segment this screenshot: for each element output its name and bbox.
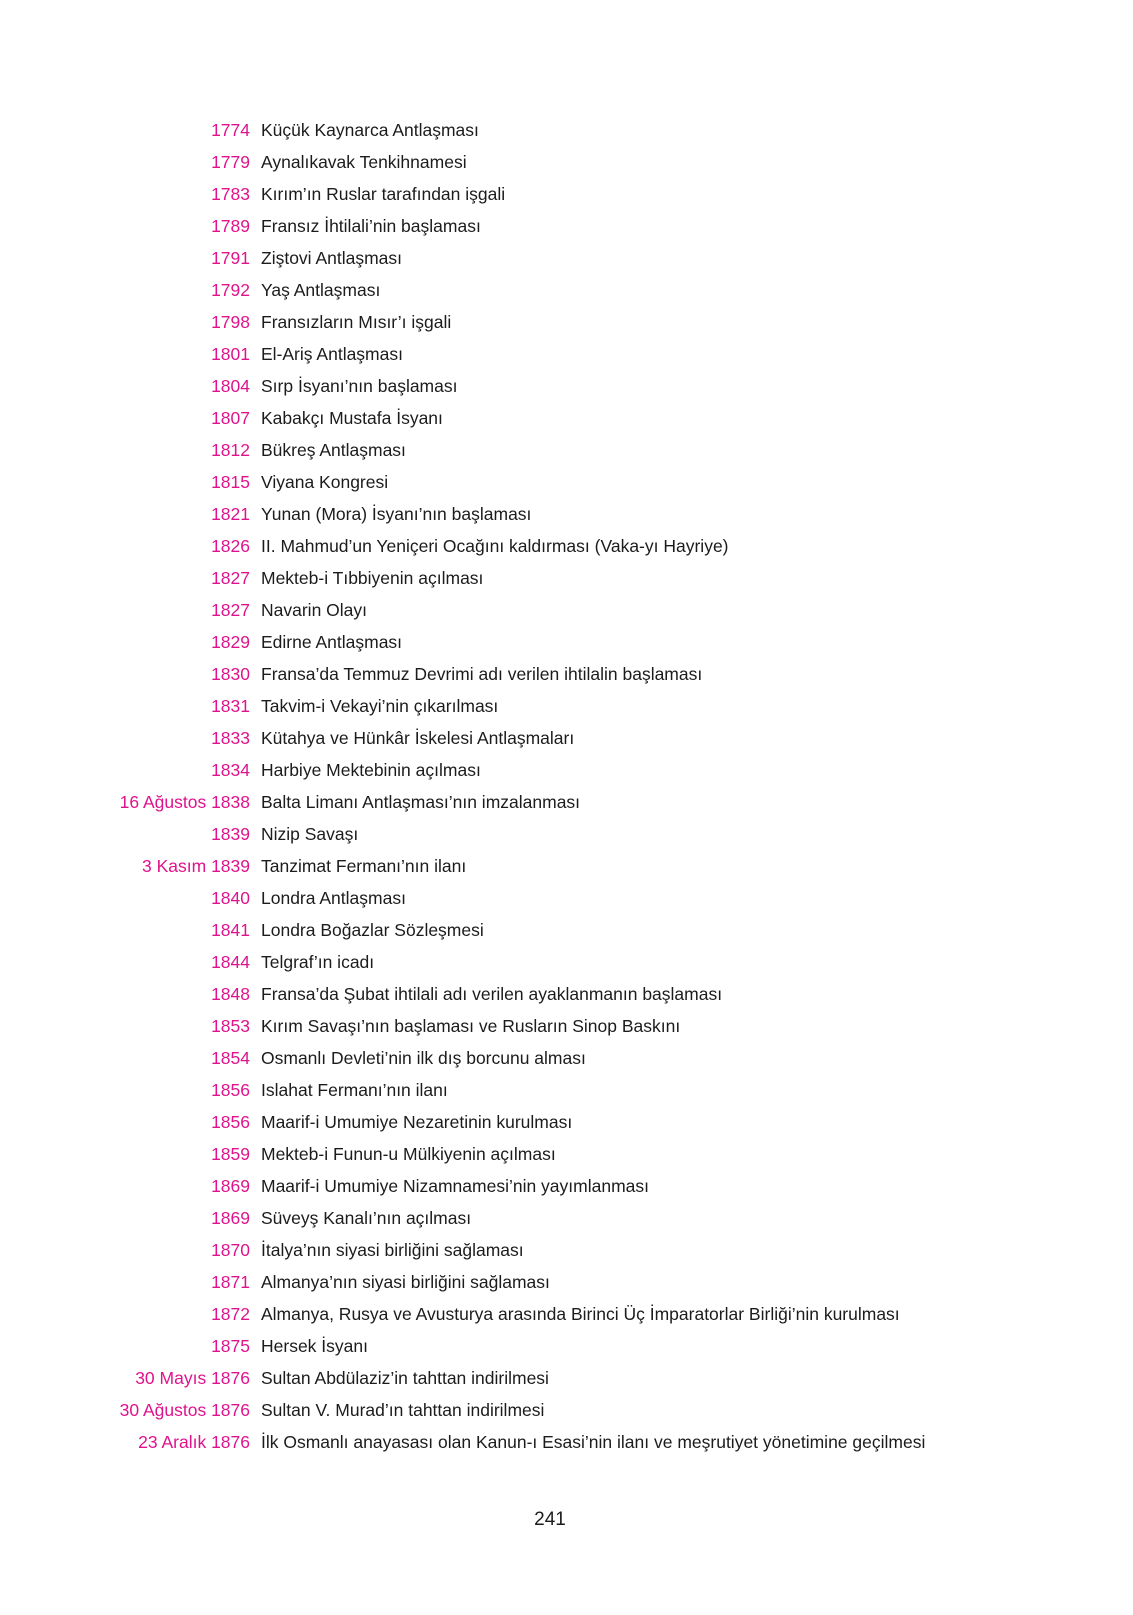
timeline-entry bbox=[0, 1202, 1133, 1234]
timeline-entry bbox=[0, 850, 1133, 882]
timeline-entry bbox=[0, 1234, 1133, 1266]
entry-date: 1789 bbox=[211, 215, 250, 236]
entry-event: İtalya’nın siyasi birliğini sağlaması bbox=[261, 1239, 524, 1260]
entry-date: 1821 bbox=[211, 503, 250, 524]
timeline-entry bbox=[0, 914, 1133, 946]
entry-date: 30 Mayıs 1876 bbox=[135, 1367, 250, 1388]
timeline-entry bbox=[0, 1330, 1133, 1362]
entry-event: Mekteb-i Funun-u Mülkiyenin açılması bbox=[261, 1143, 556, 1164]
timeline-entry bbox=[0, 658, 1133, 690]
entry-event: Mekteb-i Tıbbiyenin açılması bbox=[261, 567, 484, 588]
entry-event: Islahat Fermanı’nın ilanı bbox=[261, 1079, 448, 1100]
entry-event: Ziştovi Antlaşması bbox=[261, 247, 403, 268]
timeline-entry bbox=[0, 882, 1133, 914]
timeline-entry bbox=[0, 690, 1133, 722]
timeline-entry bbox=[0, 146, 1133, 178]
timeline-entry bbox=[0, 114, 1133, 146]
entry-date: 1791 bbox=[211, 247, 250, 268]
entry-date: 1815 bbox=[211, 471, 250, 492]
entry-event: Fransız İhtilali’nin başlaması bbox=[261, 215, 481, 236]
entry-date: 1853 bbox=[211, 1015, 250, 1036]
entry-event: Kırım Savaşı’nın başlaması ve Rusların Sinop Baskını bbox=[261, 1015, 681, 1036]
timeline-entry bbox=[0, 274, 1133, 306]
timeline-entry bbox=[0, 498, 1133, 530]
timeline-entry bbox=[0, 1010, 1133, 1042]
entry-event: Londra Boğazlar Sözleşmesi bbox=[261, 919, 484, 940]
entry-date: 1801 bbox=[211, 343, 250, 364]
entry-event: Yunan (Mora) İsyanı’nın başlaması bbox=[261, 503, 532, 524]
timeline-entry bbox=[0, 306, 1133, 338]
timeline-entry bbox=[0, 978, 1133, 1010]
entry-date: 1840 bbox=[211, 887, 250, 908]
entry-event: Fransızların Mısır’ı işgali bbox=[261, 311, 452, 332]
entry-event: Sultan V. Murad’ın tahttan indirilmesi bbox=[261, 1399, 545, 1420]
timeline-entry bbox=[0, 1170, 1133, 1202]
timeline-entry bbox=[0, 1138, 1133, 1170]
timeline-entry bbox=[0, 946, 1133, 978]
entry-event: Hersek İsyanı bbox=[261, 1335, 368, 1356]
entry-date: 1792 bbox=[211, 279, 250, 300]
entry-event: Osmanlı Devleti’nin ilk dış borcunu alması bbox=[261, 1047, 586, 1068]
entry-event: Süveyş Kanalı’nın açılması bbox=[261, 1207, 472, 1228]
entry-date: 1870 bbox=[211, 1239, 250, 1260]
entry-event: Almanya’nın siyasi birliğini sağlaması bbox=[261, 1271, 550, 1292]
timeline-entry bbox=[0, 530, 1133, 562]
entry-event: Kabakçı Mustafa İsyanı bbox=[261, 407, 443, 428]
entry-event: El-Ariş Antlaşması bbox=[261, 343, 403, 364]
entry-event: Edirne Antlaşması bbox=[261, 631, 403, 652]
entry-event: Kütahya ve Hünkâr İskelesi Antlaşmaları bbox=[261, 727, 575, 748]
timeline-entry bbox=[0, 626, 1133, 658]
timeline-entry bbox=[0, 1106, 1133, 1138]
entry-date: 1783 bbox=[211, 183, 250, 204]
entry-date: 1875 bbox=[211, 1335, 250, 1356]
entry-date: 1774 bbox=[211, 119, 250, 140]
entry-date: 1826 bbox=[211, 535, 250, 556]
entry-date: 3 Kasım 1839 bbox=[142, 855, 250, 876]
entry-date: 1827 bbox=[211, 567, 250, 588]
timeline-entry bbox=[0, 466, 1133, 498]
entry-date: 1848 bbox=[211, 983, 250, 1004]
timeline-entry bbox=[0, 754, 1133, 786]
entry-event: Harbiye Mektebinin açılması bbox=[261, 759, 481, 780]
timeline-entry bbox=[0, 178, 1133, 210]
entry-event: Navarin Olayı bbox=[261, 599, 368, 620]
entry-date: 1872 bbox=[211, 1303, 250, 1324]
entry-date: 16 Ağustos 1838 bbox=[119, 791, 250, 812]
entry-date: 1812 bbox=[211, 439, 250, 460]
entry-event: Kırım’ın Ruslar tarafından işgali bbox=[261, 183, 506, 204]
entry-date: 1869 bbox=[211, 1175, 250, 1196]
timeline-entry bbox=[0, 402, 1133, 434]
timeline-entry bbox=[0, 1298, 1133, 1330]
entry-event: Londra Antlaşması bbox=[261, 887, 406, 908]
entry-date: 1827 bbox=[211, 599, 250, 620]
timeline-entry bbox=[0, 562, 1133, 594]
entry-event: Yaş Antlaşması bbox=[261, 279, 381, 300]
timeline-entry bbox=[0, 786, 1133, 818]
entry-event: Maarif-i Umumiye Nezaretinin kurulması bbox=[261, 1111, 573, 1132]
entry-event: Maarif-i Umumiye Nizamnamesi’nin yayımlanması bbox=[261, 1175, 650, 1196]
entry-date: 30 Ağustos 1876 bbox=[119, 1399, 250, 1420]
entry-date: 1859 bbox=[211, 1143, 250, 1164]
entry-date: 1871 bbox=[211, 1271, 250, 1292]
entry-event: İlk Osmanlı anayasası olan Kanun-ı Esasi’nin ilanı ve meşrutiyet yönetimine geçilmesi bbox=[261, 1431, 926, 1452]
entry-event: Bükreş Antlaşması bbox=[261, 439, 406, 460]
entry-event: Fransa’da Şubat ihtilali adı verilen ayaklanmanın başlaması bbox=[261, 983, 723, 1004]
entry-date: 1831 bbox=[211, 695, 250, 716]
timeline-entry bbox=[0, 210, 1133, 242]
timeline-entry bbox=[0, 1426, 1133, 1458]
timeline-entry bbox=[0, 242, 1133, 274]
timeline-entry bbox=[0, 370, 1133, 402]
entry-event: Fransa’da Temmuz Devrimi adı verilen ihtilalin başlaması bbox=[261, 663, 703, 684]
entry-date: 1869 bbox=[211, 1207, 250, 1228]
entry-event: Viyana Kongresi bbox=[261, 471, 389, 492]
timeline-entry bbox=[0, 722, 1133, 754]
entry-event: Tanzimat Fermanı’nın ilanı bbox=[261, 855, 467, 876]
entry-date: 1844 bbox=[211, 951, 250, 972]
entry-event: Aynalıkavak Tenkihnamesi bbox=[261, 151, 467, 172]
timeline-entry bbox=[0, 338, 1133, 370]
entry-date: 1841 bbox=[211, 919, 250, 940]
entry-event: II. Mahmud’un Yeniçeri Ocağını kaldırması (Vaka-yı Hayriye) bbox=[261, 535, 729, 556]
timeline-entry bbox=[0, 1074, 1133, 1106]
entry-date: 1834 bbox=[211, 759, 250, 780]
timeline-entry bbox=[0, 434, 1133, 466]
page-number: 241 bbox=[534, 1509, 566, 1530]
entry-date: 1779 bbox=[211, 151, 250, 172]
entry-event: Almanya, Rusya ve Avusturya arasında Birinci Üç İmparatorlar Birliği’nin kurulması bbox=[261, 1303, 900, 1324]
timeline-entry bbox=[0, 818, 1133, 850]
entry-date: 1804 bbox=[211, 375, 250, 396]
entry-date: 1839 bbox=[211, 823, 250, 844]
timeline-entry bbox=[0, 594, 1133, 626]
entry-date: 1798 bbox=[211, 311, 250, 332]
entry-date: 23 Aralık 1876 bbox=[138, 1431, 250, 1452]
entry-date: 1807 bbox=[211, 407, 250, 428]
timeline-entry bbox=[0, 1362, 1133, 1394]
timeline-entry bbox=[0, 1042, 1133, 1074]
entry-event: Sırp İsyanı’nın başlaması bbox=[261, 375, 458, 396]
entry-date: 1856 bbox=[211, 1079, 250, 1100]
entry-event: Küçük Kaynarca Antlaşması bbox=[261, 119, 479, 140]
entry-date: 1833 bbox=[211, 727, 250, 748]
entry-event: Sultan Abdülaziz’in tahttan indirilmesi bbox=[261, 1367, 549, 1388]
entry-event: Balta Limanı Antlaşması’nın imzalanması bbox=[261, 791, 581, 812]
entry-date: 1856 bbox=[211, 1111, 250, 1132]
entry-event: Nizip Savaşı bbox=[261, 823, 359, 844]
entry-date: 1829 bbox=[211, 631, 250, 652]
entry-date: 1830 bbox=[211, 663, 250, 684]
timeline-entry bbox=[0, 1266, 1133, 1298]
entry-date: 1854 bbox=[211, 1047, 250, 1068]
timeline-entry bbox=[0, 1394, 1133, 1426]
entry-event: Telgraf’ın icadı bbox=[261, 951, 375, 972]
chronology-list bbox=[0, 114, 1133, 1458]
entry-event: Takvim-i Vekayi’nin çıkarılması bbox=[261, 695, 499, 716]
